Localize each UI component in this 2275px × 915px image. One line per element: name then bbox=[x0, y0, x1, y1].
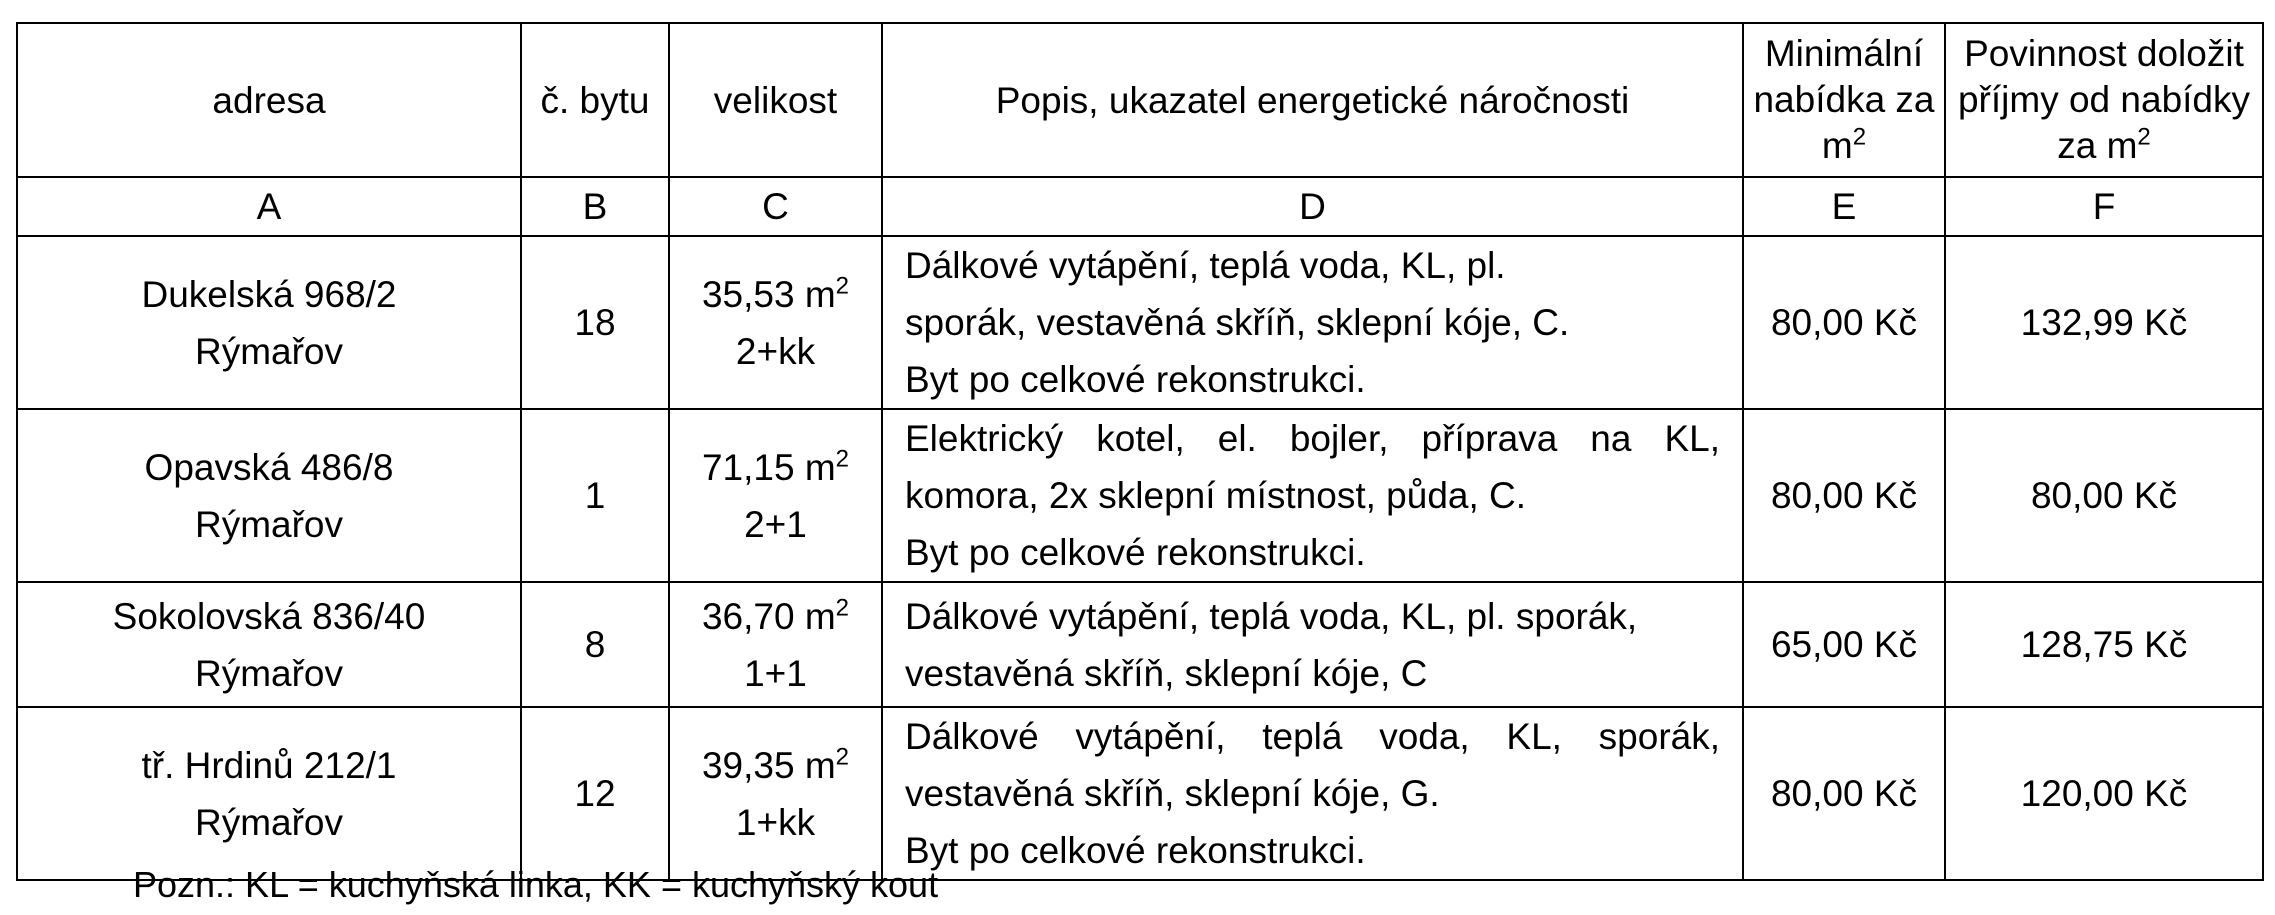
description-line: komora, 2x sklepní místnost, půda, C. bbox=[905, 475, 1527, 516]
income-proof-cell: 80,00 Kč bbox=[1945, 409, 2263, 582]
unit-number-cell: 18 bbox=[521, 236, 669, 409]
address-cell bbox=[17, 582, 521, 707]
description-line: Elektrický kotel, el. bojler, příprava na KL, bbox=[905, 418, 1720, 459]
area-text: 36,70 m bbox=[701, 595, 836, 637]
superscript: 2 bbox=[1852, 123, 1867, 151]
column-letter: F bbox=[1945, 177, 2263, 236]
address-cell bbox=[17, 409, 521, 582]
area-text: 71,15 m bbox=[701, 446, 836, 488]
address-city: Rýmařov bbox=[194, 652, 344, 694]
area-value bbox=[670, 737, 881, 794]
description-cell bbox=[882, 236, 1743, 409]
header-address: adresa bbox=[17, 23, 521, 177]
layout-value: 1+kk bbox=[735, 801, 816, 843]
area-text: 39,35 m bbox=[701, 744, 836, 786]
unit-number-cell: 12 bbox=[521, 707, 669, 880]
table-row bbox=[17, 707, 2263, 880]
size-cell bbox=[669, 582, 882, 707]
description-line: Dálkové vytápění, teplá voda, KL, pl. sporák, bbox=[905, 595, 1638, 637]
description-line: Byt po celkové rekonstrukci. bbox=[905, 830, 1366, 871]
header-unit-number: č. bytu bbox=[521, 23, 669, 177]
address-street: Opavská 486/8 bbox=[144, 446, 394, 488]
layout-value: 2+1 bbox=[744, 503, 807, 545]
address-city: Rýmařov bbox=[194, 801, 344, 843]
header-min-offer-line bbox=[1744, 123, 1944, 169]
table-row bbox=[17, 582, 2263, 707]
description-cell bbox=[882, 707, 1743, 880]
table-row bbox=[17, 409, 2263, 582]
column-letter: B bbox=[521, 177, 669, 236]
area-value bbox=[670, 439, 881, 496]
header-size: velikost bbox=[669, 23, 882, 177]
address-street: Dukelská 968/2 bbox=[141, 273, 397, 315]
footnote: Pozn.: KL = kuchyňská linka, KK = kuchyňský kout bbox=[133, 864, 939, 905]
header-row bbox=[17, 23, 2263, 177]
column-letter: C bbox=[669, 177, 882, 236]
header-income-proof-line: Povinnost doložit bbox=[1964, 33, 2244, 74]
header-min-offer-line: nabídka za bbox=[1753, 79, 1935, 120]
address-street: tř. Hrdinů 212/1 bbox=[141, 744, 397, 786]
layout-value: 1+1 bbox=[744, 652, 807, 694]
income-proof-cell: 132,99 Kč bbox=[1945, 236, 2263, 409]
header-income-proof-line: příjmy od nabídky bbox=[1957, 79, 2251, 120]
description-line: vestavěná skříň, sklepní kóje, C bbox=[905, 652, 1428, 694]
income-proof-cell: 128,75 Kč bbox=[1945, 582, 2263, 707]
superscript: 2 bbox=[2137, 123, 2151, 151]
header-income-proof-line bbox=[1946, 123, 2262, 169]
address-city: Rýmařov bbox=[194, 330, 344, 372]
layout-value: 2+kk bbox=[735, 330, 816, 372]
description-line: sporák, vestavěná skříň, sklepní kóje, C. bbox=[905, 302, 1570, 343]
min-offer-cell: 80,00 Kč bbox=[1743, 707, 1945, 880]
superscript: 2 bbox=[835, 445, 850, 473]
header-income-proof bbox=[1945, 23, 2263, 177]
min-offer-cell: 80,00 Kč bbox=[1743, 409, 1945, 582]
column-letter: A bbox=[17, 177, 521, 236]
apartment-offers-table bbox=[16, 22, 2264, 881]
superscript: 2 bbox=[835, 594, 850, 622]
size-cell bbox=[669, 707, 882, 880]
min-offer-cell: 65,00 Kč bbox=[1743, 582, 1945, 707]
address-street: Sokolovská 836/40 bbox=[112, 595, 426, 637]
unit-number-cell: 8 bbox=[521, 582, 669, 707]
header-min-offer-line: Minimální bbox=[1764, 33, 1924, 74]
column-letter-row bbox=[17, 177, 2263, 236]
description-line: Dálkové vytápění, teplá voda, KL, sporák, bbox=[905, 716, 1720, 757]
column-letter: E bbox=[1743, 177, 1945, 236]
min-offer-cell: 80,00 Kč bbox=[1743, 236, 1945, 409]
header-min-offer bbox=[1743, 23, 1945, 177]
area-value bbox=[670, 588, 881, 645]
column-letter: D bbox=[882, 177, 1743, 236]
header-income-proof-unit: za m bbox=[2057, 125, 2138, 166]
unit-number-cell: 1 bbox=[521, 409, 669, 582]
header-description: Popis, ukazatel energetické náročnosti bbox=[882, 23, 1743, 177]
description-line: Byt po celkové rekonstrukci. bbox=[905, 359, 1366, 400]
area-value bbox=[670, 266, 881, 323]
description-line: Byt po celkové rekonstrukci. bbox=[905, 532, 1366, 573]
header-min-offer-unit: m bbox=[1821, 125, 1853, 166]
description-line: vestavěná skříň, sklepní kóje, G. bbox=[905, 773, 1440, 814]
address-cell bbox=[17, 236, 521, 409]
address-cell bbox=[17, 707, 521, 880]
superscript: 2 bbox=[835, 272, 850, 300]
description-line: Dálkové vytápění, teplá voda, KL, pl. bbox=[905, 245, 1506, 286]
table-row bbox=[17, 236, 2263, 409]
size-cell bbox=[669, 409, 882, 582]
area-text: 35,53 m bbox=[701, 273, 836, 315]
description-cell bbox=[882, 582, 1743, 707]
description-cell bbox=[882, 409, 1743, 582]
income-proof-cell: 120,00 Kč bbox=[1945, 707, 2263, 880]
address-city: Rýmařov bbox=[194, 503, 344, 545]
size-cell bbox=[669, 236, 882, 409]
superscript: 2 bbox=[835, 743, 850, 771]
